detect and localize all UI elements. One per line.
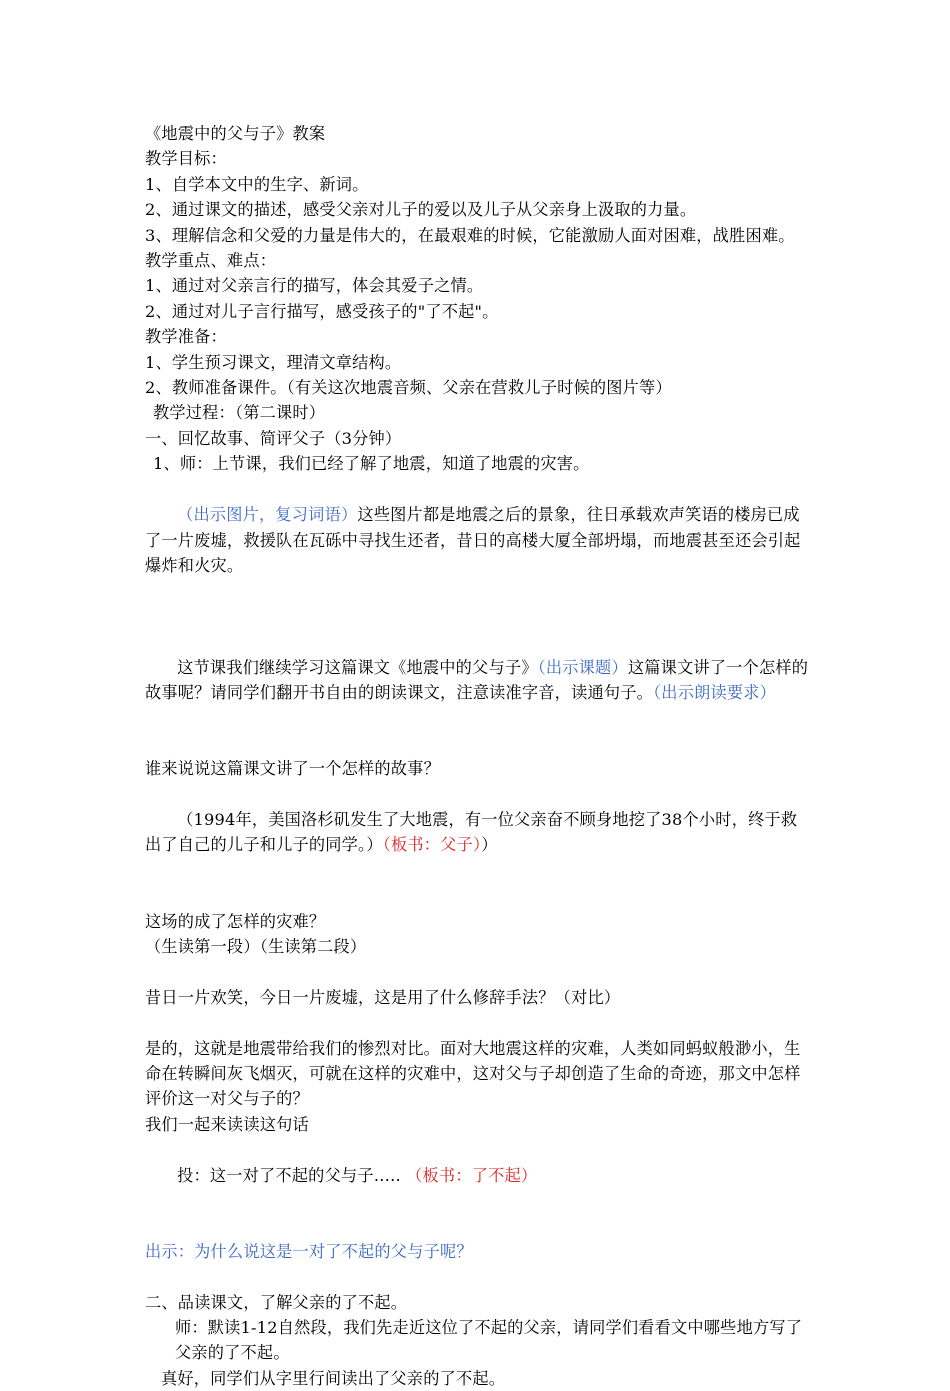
question-rhetoric: 昔日一片欢笑，今日一片废墟，这是用了什么修辞手法？（对比）: [145, 987, 621, 1007]
key-heading: 教学重点、难点：: [145, 251, 277, 271]
section-2-heading: 二、品读课文，了解父亲的了不起。: [145, 1292, 408, 1312]
key-item-1: 1、通过对父亲言行的描写，体会其爱子之情。: [145, 276, 484, 296]
spacer: [145, 604, 813, 629]
spacer: [145, 1264, 813, 1289]
process-heading: 教学过程：（第二课时）: [153, 403, 326, 423]
board-note-remarkable: （板书：了不起）: [406, 1165, 538, 1185]
prep-item-2: 2、教师准备课件。（有关这次地震音频、父亲在营救儿子时候的图片等）: [145, 378, 672, 398]
section-2-paragraph-1: [145, 1315, 813, 1366]
goal-item-3: 3、理解信念和父爱的力量是伟大的，在最艰难的时候，它能激励人面对困难，战胜困难。: [145, 225, 795, 245]
annotation-reading-requirements: （出示朗读要求）: [653, 682, 777, 702]
key-item-2: 2、通过对儿子言行描写，感受孩子的"了不起"。: [145, 301, 499, 321]
annotation-show-title: （出示课题）: [537, 657, 628, 677]
spacer: [145, 731, 813, 756]
section-1-paragraph-1: 1、师：上节课，我们已经了解了地震，知道了地震的灾害。: [153, 454, 590, 474]
paragraph-text: 投：这一对了不起的父与子…..: [177, 1165, 407, 1185]
board-note-father-son: （板书：父子）: [382, 835, 482, 855]
paragraph-text: 师：默读1-12自然段，我们先走近这位了不起的父亲，请同学们看看文中哪些地方写了父亲的了不起。: [175, 1317, 803, 1363]
spacer: [145, 1213, 813, 1238]
paragraph-continue-study: [145, 629, 813, 731]
document-body: [145, 121, 813, 1391]
spacer: [145, 959, 813, 984]
question-story: 谁来说说这篇课文讲了一个怎样的故事？: [145, 759, 440, 779]
annotation-show-images: （出示图片，复习词语）: [177, 505, 358, 525]
paragraph-text: ）: [481, 835, 498, 855]
student-reading: （生读第一段）（生读第二段）: [145, 936, 367, 956]
paragraph-contrast: 是的，这就是地震带给我们的惨烈对比。面对大地震这样的灾难，人类如同蚂蚁般渺小，生命在转瞬间灰飞烟灭，可就在这样的灾难中，这对父与子却创造了生命的奇迹，那文中怎样评价这一对父与子的？: [145, 1038, 801, 1109]
paragraph-project: [145, 1137, 813, 1213]
doc-title: 《地震中的父与子》教案: [145, 124, 326, 143]
goal-item-1: 1、自学本文中的生字、新词。: [145, 174, 369, 194]
section-1-heading: 一、回忆故事、简评父子（3分钟）: [145, 428, 402, 448]
goal-item-2: 2、通过课文的描述，感受父亲对儿子的爱以及儿子从父亲身上汲取的力量。: [145, 200, 697, 220]
prep-item-1: 1、学生预习课文，理清文章结构。: [145, 352, 402, 372]
section-2-paragraph-2: 真好，同学们从字里行间读出了父亲的了不起。: [161, 1368, 506, 1388]
prep-heading: 教学准备：: [145, 327, 227, 347]
paragraph-read-together: 我们一起来读读这句话: [145, 1114, 309, 1134]
paragraph-text: （1994年，美国洛杉矶发生了大地震，有一位父亲奋不顾身地挖了38个小时，终于救出了自己的儿子和儿子的同学。）: [145, 809, 798, 855]
answer-story: [145, 782, 813, 884]
paragraph-text: 这篇课文讲了一个怎样的故事呢？请同学们翻开书自由的朗读课文，注意读准字音，读通句子。: [145, 657, 809, 702]
question-disaster: 这场的成了怎样的灾难？: [145, 911, 326, 931]
spacer: [145, 883, 813, 908]
paragraph-text: 这节课我们继续学习这篇课文《地震中的父与子》: [177, 657, 538, 677]
annotation-show-question: 出示：为什么说这是一对了不起的父与子呢？: [145, 1241, 473, 1261]
goals-heading: 教学目标：: [145, 149, 227, 169]
spacer: [145, 1010, 813, 1035]
section-1-paragraph-2: [145, 477, 813, 604]
paragraph-text: 这些图片都是地震之后的景象，往日承载欢声笑语的楼房已成了一片废墟，救援队在瓦砾中寻找生还者，昔日的高楼大厦全部坍塌，而地震甚至还会引起爆炸和火灾。: [145, 505, 801, 575]
